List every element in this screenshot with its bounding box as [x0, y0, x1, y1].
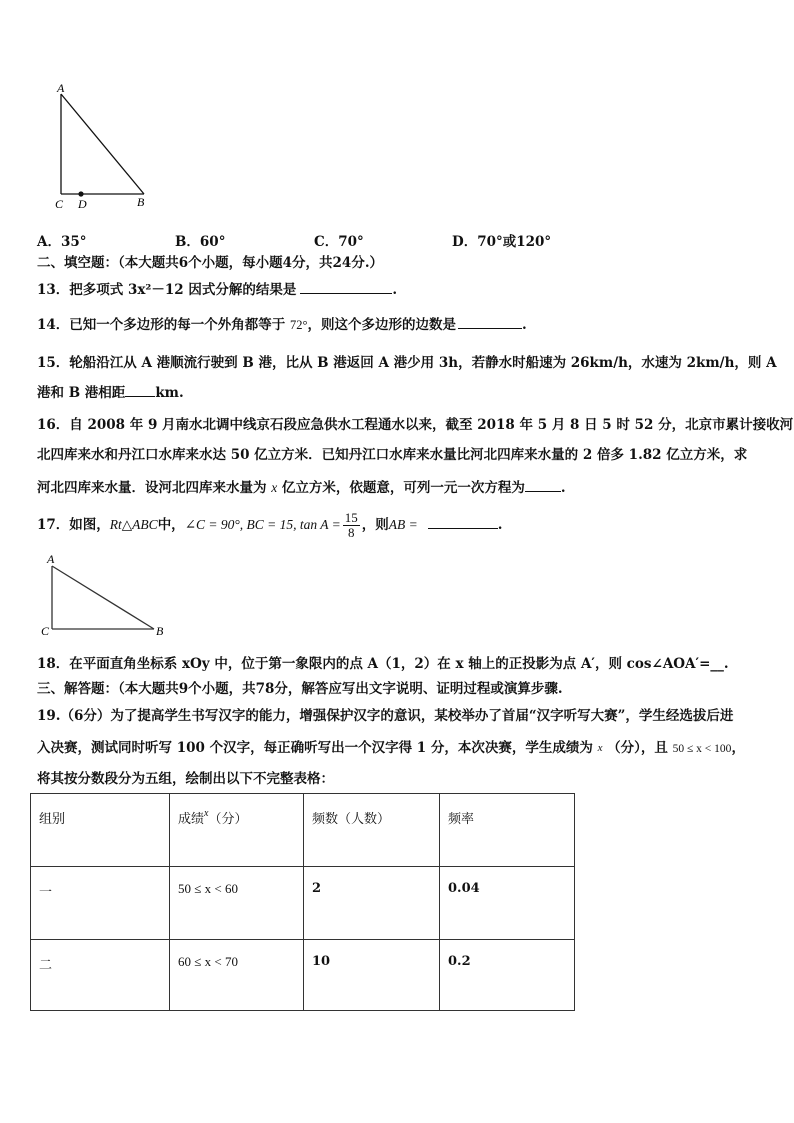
q14-angle: 72° — [290, 318, 308, 332]
header-score-var: x — [204, 808, 209, 819]
score-table — [30, 793, 575, 1011]
q15-line2b: km. — [155, 385, 184, 401]
question-19-line1: 19.（6分）为了提高学生书写汉字的能力，增强保护汉字的意识，某校举办了首届“汉字听写大赛”，学生经选拔后进 — [37, 708, 734, 724]
q17-then: ，则 — [361, 517, 389, 533]
point-d — [78, 191, 83, 196]
cell-count: 10 — [304, 940, 440, 1011]
q17-fraction — [343, 511, 360, 540]
q17-ab: AB = — [388, 517, 418, 532]
triangle-figure-1 — [48, 80, 158, 215]
q17-fraction-denominator: 8 — [348, 525, 355, 540]
header-score-unit: （分） — [208, 812, 248, 827]
question-15-line1: 15．轮船沿江从 A 港顺流行驶到 B 港，比从 B 港返回 A 港少用 3h，若静水时船速为 26km/h，水速为 2km/h，则 A — [37, 355, 777, 371]
header-score — [170, 794, 304, 867]
q19-variable: x — [597, 742, 603, 754]
triangle-figure-2 — [38, 552, 173, 642]
q13-text: 13．把多项式 3x²－12 因式分解的结果是 — [37, 282, 297, 298]
table-row — [31, 940, 575, 1011]
q19-line2c: ， — [731, 740, 745, 756]
q15-answer-blank[interactable] — [125, 384, 155, 397]
q16-variable: x — [271, 480, 278, 495]
choice-a[interactable]: A．35° — [37, 234, 87, 250]
q17-prefix: 17．如图， — [37, 517, 110, 533]
q13-answer-blank[interactable] — [300, 281, 392, 294]
q14-end: . — [522, 317, 527, 333]
label-a: A — [47, 552, 55, 566]
label-b: B — [137, 195, 145, 209]
label-d: D — [78, 197, 87, 211]
label-a: A — [57, 81, 65, 95]
choice-c[interactable]: C．70° — [314, 234, 364, 250]
question-15-line2 — [37, 384, 184, 402]
cell-frequency: 0.2 — [440, 940, 575, 1011]
table-row — [31, 867, 575, 940]
q15-line2a: 港和 B 港相距 — [37, 385, 126, 401]
cell-count: 2 — [304, 867, 440, 940]
q17-triangle: Rt△ABC — [109, 517, 158, 532]
edge-ab — [61, 94, 144, 194]
q16-end: . — [560, 480, 566, 496]
table-header-row — [31, 794, 575, 867]
question-18: 18．在平面直角坐标系 xOy 中，位于第一象限内的点 A（1，2）在 x 轴上的正投影为点 A′，则 cos∠AOA′=__. — [37, 656, 729, 672]
cell-range: 60 ≤ x < 70 — [170, 940, 304, 1011]
question-17 — [37, 508, 502, 542]
question-16-line1: 16．自 2008 年 9 月南水北调中线京石段应急供水工程通水以来，截至 2018 年 5 月 8 日 5 时 52 分，北京市累计接收河 — [37, 417, 794, 433]
q17-end: . — [497, 517, 503, 533]
choice-d[interactable]: D．70°或120° — [452, 234, 552, 250]
question-19-line2 — [37, 739, 745, 758]
q16-line3b: 亿立方米，依题意，可列一元一次方程为 — [281, 480, 525, 496]
cell-range: 50 ≤ x < 60 — [170, 867, 304, 940]
header-frequency: 频率 — [440, 794, 575, 867]
q16-answer-blank[interactable] — [525, 479, 561, 492]
label-c: C — [41, 624, 50, 638]
question-14 — [37, 316, 527, 334]
q14-answer-blank[interactable] — [458, 316, 522, 329]
question-13 — [37, 281, 397, 299]
q19-line2a: 入决赛，测试同时听写 100 个汉字，每正确听写出一个汉字得 1 分，本次决赛，学生成绩为 — [37, 740, 593, 756]
q19-range: 50 ≤ x < 100 — [672, 743, 732, 755]
q17-mid: 中， — [157, 517, 185, 533]
q17-answer-blank[interactable] — [428, 516, 498, 529]
q19-line2b: （分），且 — [607, 740, 668, 756]
edge-ab — [52, 566, 154, 629]
q17-condition: ∠C = 90°, BC = 15, tan A = — [184, 517, 341, 532]
q17-fraction-numerator: 15 — [344, 510, 358, 525]
label-c: C — [55, 197, 64, 211]
header-count: 频数（人数） — [304, 794, 440, 867]
label-b: B — [156, 624, 164, 638]
section2-heading: 二、填空题：（本大题共6个小题，每小题4分，共24分.） — [37, 255, 384, 271]
cell-group: 一 — [31, 867, 170, 940]
header-group: 组别 — [31, 794, 170, 867]
question-16-line2: 北四库来水和丹江口水库来水达 50 亿立方米．已知丹江口水库来水量比河北四库来水量的 2 倍多 1.82 亿立方米，求 — [37, 447, 748, 463]
q14-text2: ，则这个多边形的边数是 — [307, 317, 456, 333]
header-score-label: 成绩 — [178, 812, 205, 827]
cell-group: 二 — [31, 940, 170, 1011]
cell-frequency: 0.04 — [440, 867, 575, 940]
q13-end: . — [392, 282, 398, 298]
q14-text: 14．已知一个多边形的每一个外角都等于 — [37, 317, 286, 333]
section3-heading: 三、解答题：（本大题共9个小题，共78分，解答应写出文字说明、证明过程或演算步骤. — [37, 681, 563, 697]
q16-line3a: 河北四库来水量．设河北四库来水量为 — [37, 480, 267, 496]
choice-b[interactable]: B．60° — [175, 234, 226, 250]
question-16-line3 — [37, 479, 566, 497]
question-19-line3: 将其按分数段分为五组，绘制出以下不完整表格： — [37, 771, 334, 787]
